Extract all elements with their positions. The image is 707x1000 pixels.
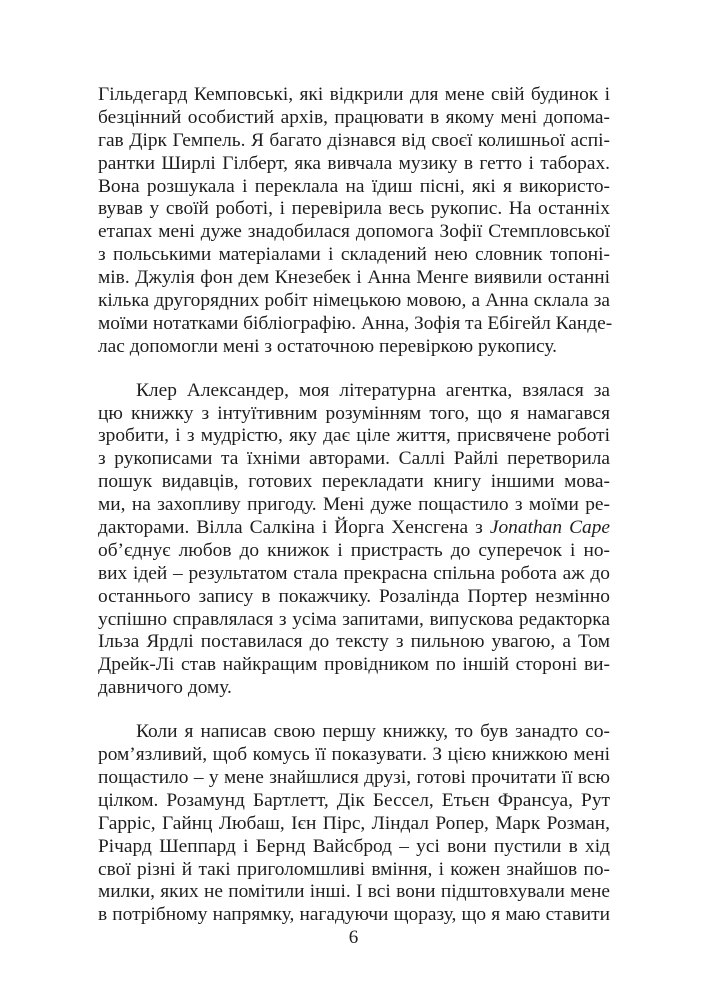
publisher-name-italic: Jonathan Cape [489, 517, 610, 539]
text-line: вих ідей – результатом стала прекрасна спільна робота аж до [98, 562, 610, 584]
text-line: з польськими матеріалами і складений нею словник топоні- [98, 244, 610, 266]
paragraph-1 [98, 84, 613, 359]
text-line: етапах мені дуже знадобилася допомога Зофії Стемпловської [98, 221, 610, 243]
paragraph-3 [98, 721, 610, 927]
text-line: кілька другорядних робіт німецькою мовою, а Анна склала за [98, 290, 610, 312]
text-line: Коли я написав свою першу книжку, то був занадто со- [136, 721, 610, 743]
text-line: зробити, і з мудрістю, яку дає ціле життя, присвячене роботі [98, 425, 610, 447]
text-line: давничого дому. [98, 677, 232, 699]
text-line: пощастило – у мене знайшлися друзі, готові прочитати її всю [98, 766, 610, 788]
text-line: успішно справлялася з усіма запитами, випускова редакторка [98, 608, 610, 630]
page-number: 6 [348, 927, 359, 948]
text-line: Ільза Ярдлі поставилася до тексту з пильною увагою, а Том [98, 631, 610, 653]
text-line: ром’язливий, щоб комусь її показувати. З цією книжкою мені [98, 744, 610, 766]
text-line: Річард Шеппард і Бернд Вайсброд – усі вони пустили в хід [98, 835, 610, 857]
text-line: Гарріс, Гайнц Любаш, Ієн Пірс, Ліндал Ропер, Марк Розман, [98, 812, 610, 834]
text-line: безцінний особистий архів, працювати в якому мені допома- [98, 106, 610, 128]
text-run: дакторами. Вілла Салкіна і Йорга Хенсгена з [98, 517, 490, 539]
paragraph-2 [98, 380, 610, 700]
text-line: гав Дірк Гемпель. Я багато дізнався від своєї колишньої аспі- [98, 129, 610, 151]
text-line: ми, на захопливу пригоду. Мені дуже пощастило з моїми ре- [98, 494, 610, 516]
text-line-with-italic [98, 517, 610, 540]
text-line: пошук видавців, готових перекладати книгу іншими мова- [98, 471, 610, 493]
text-line: моїми нотатками бібліографію. Анна, Зофія та Ебігейл Канде- [98, 312, 613, 334]
text-line: Дрейк-Лі став найкращим провідником по іншій стороні ви- [98, 654, 610, 676]
text-line: милки, яких не помітили інші. І всі вони підштовхували мене [98, 881, 610, 903]
text-line: цілком. Розамунд Бартлетт, Дік Бессел, Етьєн Франсуа, Рут [98, 789, 610, 811]
text-line: мів. Джулія фон дем Кнезебек і Анна Менге виявили останні [98, 267, 610, 289]
text-line: свої різні й такі приголомшливі вміння, і кожен знайшов по- [98, 858, 610, 880]
text-line: Вона розшукала і переклала на їдиш пісні, які я використо- [98, 175, 610, 197]
text-line: вував у своїй роботі, і перевірила весь рукопис. На останніх [98, 198, 610, 220]
text-line: цю книжку з інтуїтивним розумінням того, що я намагався [98, 402, 610, 424]
body-text [98, 84, 613, 948]
text-line: Гільдегард Кемповські, які відкрили для мене свій будинок і [98, 84, 610, 105]
text-line: об’єднує любов до книжок і пристрасть до суперечок і но- [98, 539, 610, 561]
text-line: Клер Александер, моя літературна агентка, взялася за [136, 379, 610, 401]
text-line: лас допомогли мені з остаточною перевіркою рукопису. [98, 335, 557, 357]
text-line: в потрібному напрямку, нагадуючи щоразу, що я маю ставити [98, 904, 610, 926]
text-line: з рукописами та їхніми авторами. Саллі Райлі перетворила [98, 448, 610, 470]
text-line: останнього запису в покажчику. Розалінда Портер незмінно [98, 585, 610, 607]
text-line: рантки Ширлі Гілберт, яка вивчала музику в гетто і таборах. [98, 152, 610, 174]
